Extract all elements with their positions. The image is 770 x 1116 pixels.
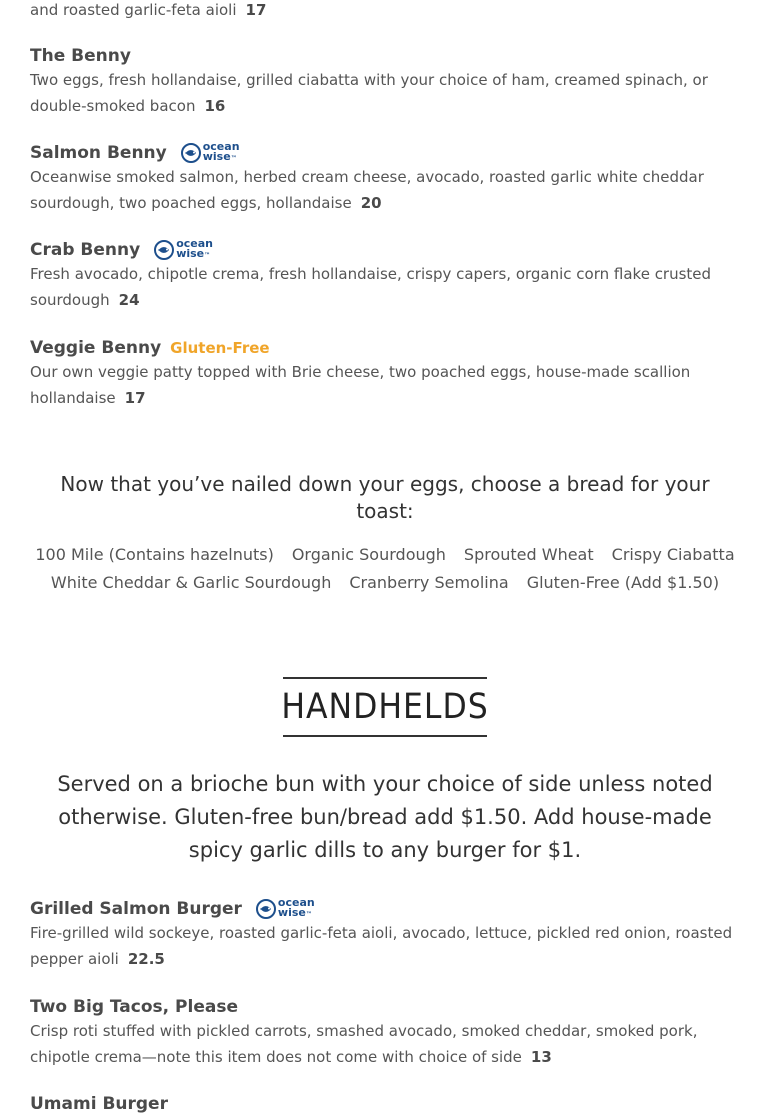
menu-item-grilled-salmon-burger xyxy=(30,897,742,972)
item-description: Two eggs, fresh hollandaise, grilled ciabatta with your choice of ham, creamed spinach, or double-smoked bacon xyxy=(30,71,708,115)
menu-item-salmon-benny xyxy=(30,141,742,216)
item-description: Fresh avocado, chipotle crema, fresh hollandaise, crispy capers, organic corn flake crusted sourdough xyxy=(30,265,712,309)
ocean-wise-logo: ocean wise™ xyxy=(181,141,240,165)
bread-option: Gluten-Free (Add $1.50) xyxy=(526,573,720,592)
item-name: The Benny xyxy=(30,46,131,66)
menu-item-fragment xyxy=(30,0,742,24)
item-name: Grilled Salmon Burger xyxy=(30,899,242,919)
bread-options-row-1 xyxy=(0,545,770,564)
section-intro: Served on a brioche bun with your choice of side unless noted otherwise. Gluten-free bun/bread add $1.50. Add house-made spicy garlic dills to any burger for $1. xyxy=(57,772,713,862)
item-price: 17 xyxy=(124,388,146,407)
ocean-wise-logo: ocean wise™ xyxy=(154,238,213,262)
section-title-handhelds: HANDHELDS xyxy=(283,677,487,737)
item-description: Fire-grilled wild sockeye, roasted garlic-feta aioli, avocado, lettuce, pickled red onion, roasted pepper aioli xyxy=(30,924,733,968)
menu-item-umami-burger xyxy=(30,1092,742,1116)
item-name: Umami Burger xyxy=(30,1094,168,1114)
item-price: 16 xyxy=(204,96,226,115)
item-price: 24 xyxy=(118,290,140,309)
ocean-wise-fish-icon xyxy=(181,143,201,163)
ocean-wise-logo: ocean wise™ xyxy=(256,897,315,921)
menu-item-crab-benny xyxy=(30,238,742,313)
item-description: Our own veggie patty topped with Brie cheese, two poached eggs, house-made scallion hollandaise xyxy=(30,363,691,407)
bread-option: 100 Mile (Contains hazelnuts) xyxy=(35,545,274,564)
menu-item-the-benny xyxy=(30,44,742,119)
gluten-free-badge: Gluten-Free xyxy=(170,339,270,357)
item-name: Crab Benny xyxy=(30,240,141,260)
item-price: 17 xyxy=(245,1,267,19)
bread-option: Cranberry Semolina xyxy=(349,573,509,592)
bread-option: Sprouted Wheat xyxy=(463,545,594,564)
item-name: Two Big Tacos, Please xyxy=(30,997,238,1017)
ocean-wise-fish-icon xyxy=(256,899,276,919)
menu-item-two-big-tacos xyxy=(30,995,742,1070)
bread-option: Crispy Ciabatta xyxy=(611,545,735,564)
ocean-wise-fish-icon xyxy=(154,240,174,260)
bread-options-row-2 xyxy=(0,573,770,592)
item-description: Crisp roti stuffed with pickled carrots, smashed avocado, smoked cheddar, smoked pork, chipotle crema—note this item does not come with choice of side xyxy=(30,1022,698,1066)
item-name: Veggie Benny xyxy=(30,338,162,358)
item-price: 20 xyxy=(360,193,382,212)
bread-option: Organic Sourdough xyxy=(291,545,446,564)
item-name: Salmon Benny xyxy=(30,143,167,163)
item-description: Oceanwise smoked salmon, herbed cream cheese, avocado, roasted garlic white cheddar sourdough, two poached eggs, hollandaise xyxy=(30,168,704,212)
bread-choice-heading: Now that you’ve nailed down your eggs, choose a bread for your toast: xyxy=(60,472,710,523)
item-price: 22.5 xyxy=(127,949,165,968)
item-description: and roasted garlic-feta aioli xyxy=(30,1,237,19)
menu-item-veggie-benny xyxy=(30,336,742,411)
bread-option: White Cheddar & Garlic Sourdough xyxy=(50,573,332,592)
item-price: 13 xyxy=(530,1047,552,1066)
